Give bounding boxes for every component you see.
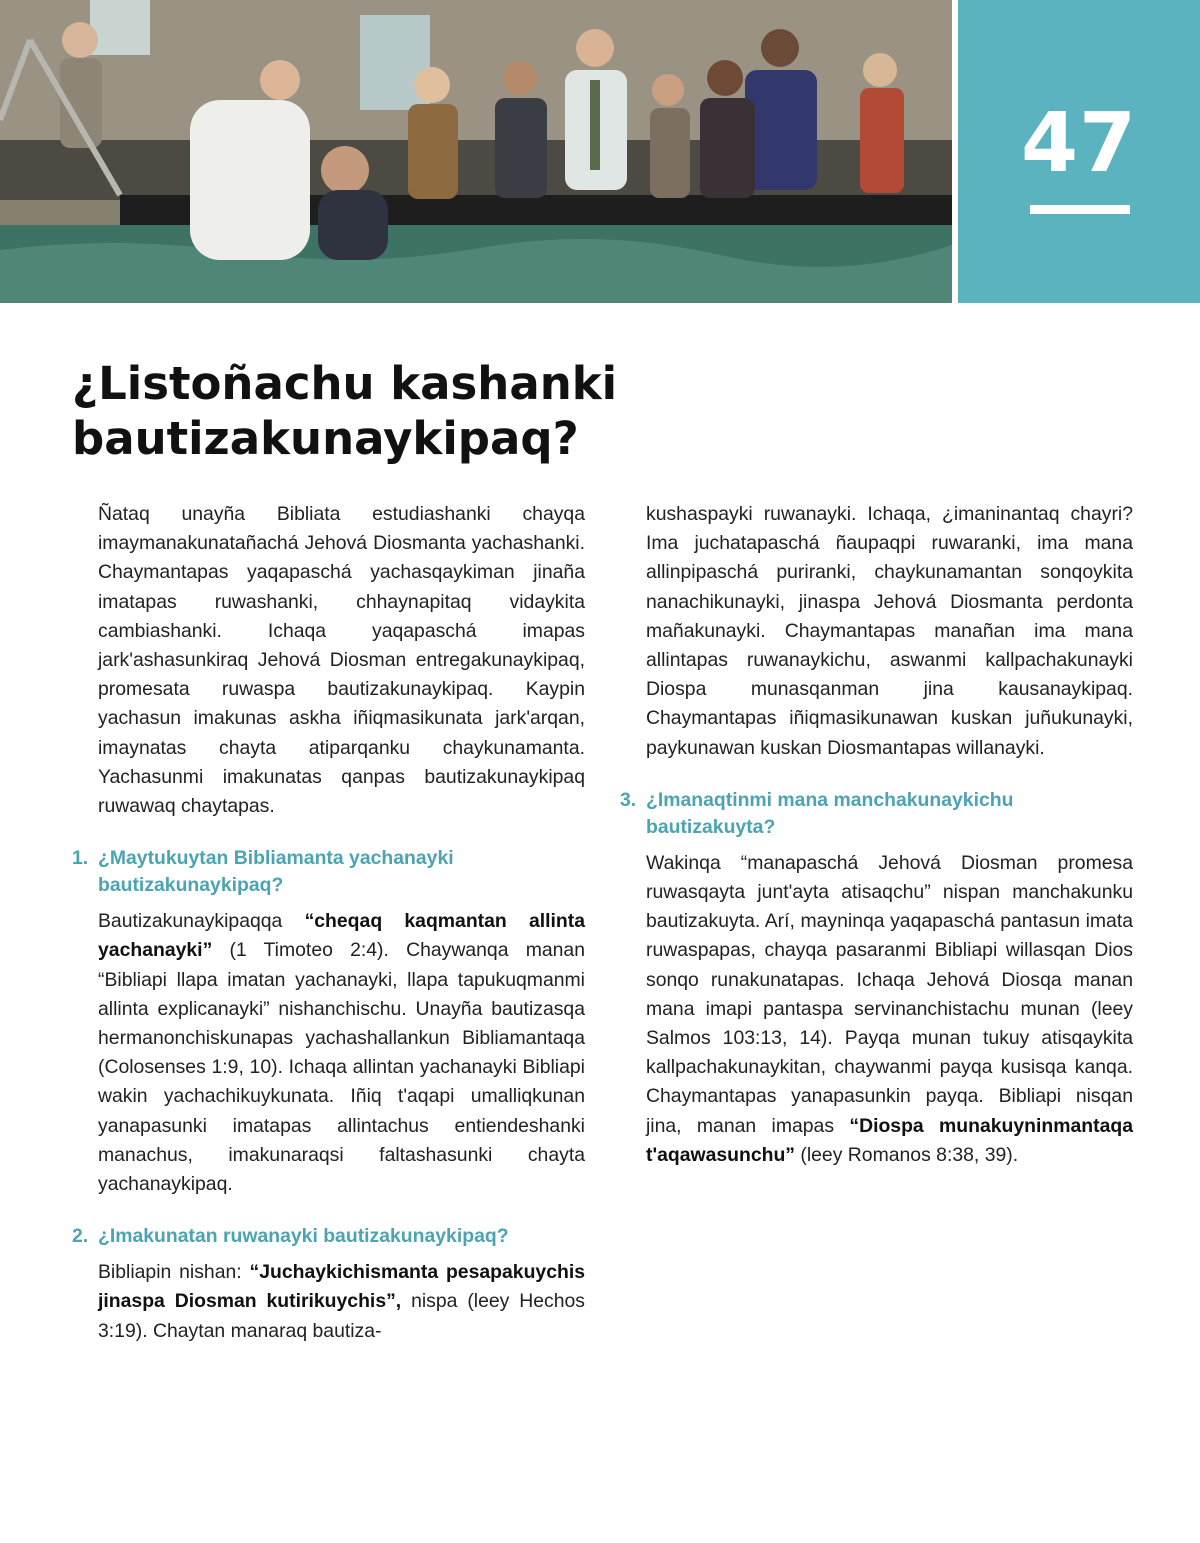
column-left (72, 500, 586, 1346)
lesson-number-underline (1030, 205, 1130, 214)
question-3-answer: Wakinqa “manapaschá Jehová Diosman promesa ruwasqayta junt'ayta atisaqchu” nispan manchakunku bautizakuyta. Arí, mayninqa yaqapaschá pantasun imata ruwaspapas, chayqa pasaranmi Bibliapi willasqan Dios sonqo runakunatapas. Ichaqa Jehová Diosqa manan mana imapi pantaspa servinanchistachu munan (leey Salmos 103:13, 14). Payqa munan tukuy atisqaykita kallpachakunaykitan, chaywanmi payqa kusisqa kanqa. Chaymantapas yanapasunkin payqa. Bibliapi nisqan jina, manan imapas “Diospa munakuyninmantaqa t'aqawasunchu” (leey Romanos 8:38, 39). (646, 851, 1133, 1166)
question-1-heading (72, 845, 585, 899)
question-2-answer-part-1: Bibliapin nishan: “Juchaykichismanta pesapakuychis jinaspa Diosman kutirikuychis”, nispa (leey Hechos 3:19). Chaytan manaraq bautiza- (98, 1261, 586, 1342)
column-right (620, 500, 1133, 1170)
question-2-number: 2. (72, 1225, 89, 1248)
question-3-text: ¿Imanaqtinmi mana manchakunaykichu bautizakuyta? (646, 788, 1014, 838)
question-2-heading (72, 1223, 585, 1250)
intro-paragraph: Ñataq unayña Bibliata estudiashanki chayqa imaymanakunatañachá Jehová Diosmanta yachashanki. Chaymantapas yaqapaschá yachasqaykiman jinaña imatapas ruwashanki, chhaynapitaq vidaykita cambiashanki. Ichaqa yaqapaschá imapas jark'ashasunkiraq Jehová Diosman entregakunaykipaq, promesata ruwaspa bautizakunaykipaq. Kaypin yachasun imakunas askha iñiqmasikunata jark'arqan, imaynatas chayta atiparqanku chaykunamanta. Yachasunmi imakunatas qanpas bautizakunaykipaq ruwawaq chaytapas. (98, 503, 585, 818)
question-1-answer: Bautizakunaykipaqqa “cheqaq kaqmantan allinta yachanayki” (1 Timoteo 2:4). Chaywanqa manan “Bibliapi llapa imatan yachanayki, llapa tapukuqmanmi allinta explicanayki” nishanchischu. Unayña bautizasqa hermanonchiskunapas yachashallankun Bibliamantaqa (Colosenses 1:9, 10). Ichaqa allintan yachanayki Bibliapi wakin yachachikuykunata. Iñiq t'aqapi umalliqkunan yanapasunki imatapas allintachus entiendeshanki manachus, imakunaraqsi faltashasunki chayta yachanaykipaq. (98, 910, 586, 1196)
question-2-text: ¿Imakunatan ruwanayki bautizakunaykipaq? (98, 1225, 509, 1248)
baptism-photo (0, 0, 952, 303)
lesson-number-box (958, 0, 1200, 303)
question-2-answer-part-2: kushaspayki ruwanayki. Ichaqa, ¿imaninantaq chayri? Ima juchatapaschá ñaupaqpi ruwaranki, ima mana allinpipaschá puriranki, chaykunamantan sonqoykita nanachikunayki, jinaspa Jehová Diosmanta perdonta mañakunayki. Chaymantapas manañan ima mana allintapas ruwanaykichu, aswanmi kallpachakunayki Diospa munasqanman jina kausanaykipaq. Chaymantapas iñiqmasikunawan kuskan juñukunayki, paykunawan kuskan Diosmantapas willanayki. (646, 503, 1133, 759)
question-1-text: ¿Maytukuytan Bibliamanta yachanayki bautizakunaykipaq? (98, 847, 454, 897)
page-title: ¿Listoñachu kashanki bautizakunaykipaq? (72, 357, 618, 465)
question-1-number: 1. (72, 847, 89, 870)
baptism-photo-illustration (0, 0, 952, 303)
lesson-number: 47 (1020, 96, 1138, 191)
question-3-heading (620, 787, 1133, 841)
question-3-number: 3. (620, 788, 637, 811)
